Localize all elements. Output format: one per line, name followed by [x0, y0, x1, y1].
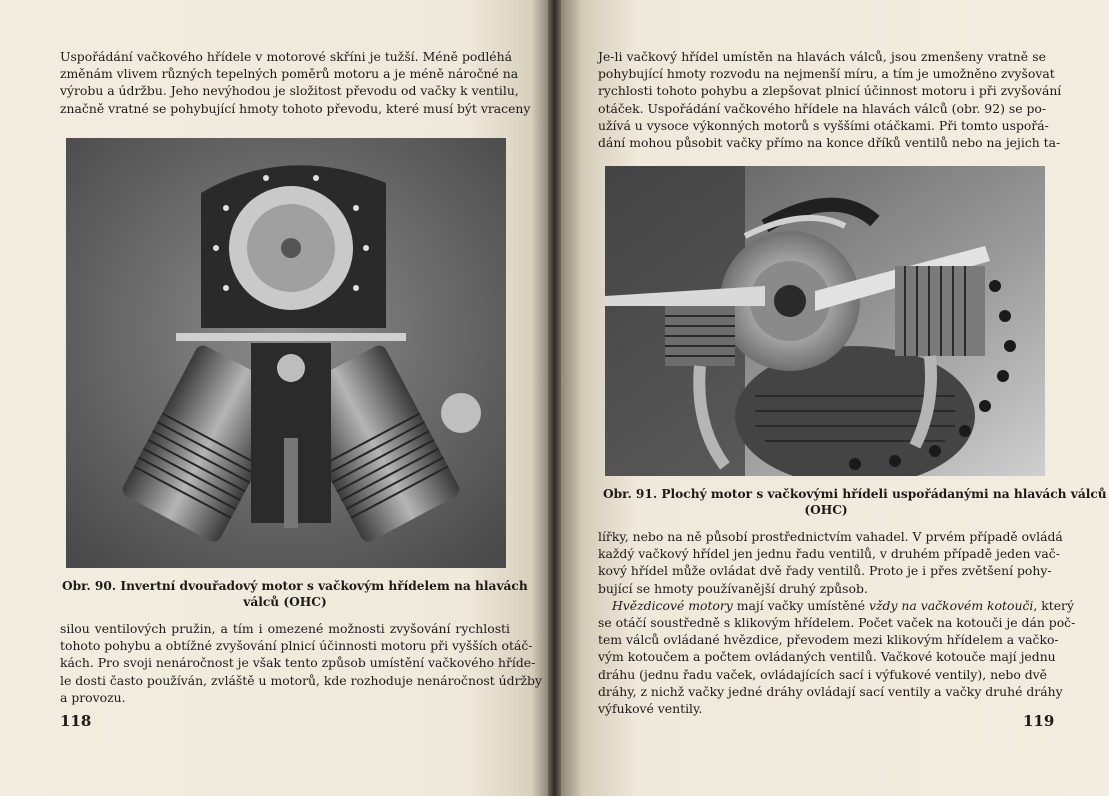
figure-caption-fig91: [603, 486, 1107, 518]
text-line: silou ventilových pružin, a tím i omezené možnosti zvyšování rychlosti: [60, 621, 510, 636]
caption-line: Obr. 90. Invertní dvouřadový motor s vačkovým hřídelem na hlavách: [62, 579, 528, 593]
text-line: Uspořádání vačkového hřídele v motorové skříni je tužší. Méně podléhá: [60, 49, 512, 64]
text-line: dráhy, z nichž vačky jedné dráhy ovládají sací ventily a vačky druhé dráhy: [598, 683, 1063, 699]
text-line: se otáčí soustředně s klikovým hřídelem. Počet vaček na kotouči je dán poč-: [598, 615, 1076, 631]
text-line: výfukové ventily.: [598, 701, 703, 717]
text-line: dání mohou působit vačky přímo na konce dříků ventilů nebo na jejich ta-: [598, 135, 1061, 151]
left-bottom-paragraph: [60, 620, 542, 706]
text-line: otáček. Uspořádání vačkového hřídele na hlavách válců (obr. 92) se po-: [598, 100, 1047, 116]
engine-photo-fig90: [66, 138, 506, 568]
text-line: kový hřídel může ovládat dvě řady ventilů. Proto je i přes zvětšení pohy-: [598, 563, 1052, 579]
text-line: lířky, nebo na ně působí prostřednictvím vahadel. V prvém případě ovládá: [598, 529, 1063, 544]
text-line: bující se hmoty používanější druhý způsob.: [598, 580, 868, 596]
text-line: každý vačkový hřídel jen jednu řadu ventilů, v druhém případě jeden vač-: [598, 546, 1060, 562]
left-top-paragraph: [60, 48, 531, 117]
text-line: Je-li vačkový hřídel umístěn na hlavách válců, jsou zmenšeny vratně se: [598, 49, 1046, 64]
page-number-left: 118: [60, 712, 92, 730]
text-line: užívá u vysoce výkonných motorů s vyššími otáčkami. Při tomto uspořá-: [598, 117, 1049, 133]
text-line: a provozu.: [60, 689, 126, 705]
italic-term: Hvězdicové motory: [612, 597, 733, 613]
text-line-radial-intro: [598, 597, 1074, 614]
text-line: rychlosti tohoto pohybu a zlepšovat plnicí účinnost motoru i při zvyšování: [598, 83, 1062, 99]
inverted-engine-illustration: [66, 138, 506, 568]
caption-line: Obr. 91. Plochý motor s vačkovými hřídeli uspořádanými na hlavách válců: [603, 487, 1107, 501]
text-fragment: , který: [1033, 597, 1074, 613]
right-page: [561, 0, 1109, 796]
text-line: dráhu (jednu řadu vaček, ovládajících sací i výfukové ventily), nebo dvě: [598, 666, 1048, 682]
right-top-paragraph: [598, 48, 1062, 151]
caption-line: (OHC): [804, 503, 848, 517]
text-line: výrobu a údržbu. Jeho nevýhodou je složitost převodu od vačky k ventilu,: [60, 83, 519, 99]
caption-line: válců (OHC): [243, 595, 327, 609]
text-fragment: mají vačky umístěné: [732, 597, 870, 613]
text-line: vým kotoučem a počtem ovládaných ventilů. Vačkové kotouče mají jednu: [598, 649, 1056, 665]
text-line: značně vratné se pohybující hmoty tohoto převodu, které musí být vraceny: [60, 100, 531, 116]
book-gutter: [548, 0, 561, 796]
text-line: le dosti často používán, zvláště u motorů, kde rozhoduje nenáročnost údržby: [60, 672, 542, 688]
flat-engine-illustration: [605, 166, 1045, 476]
right-middle-paragraph: [598, 528, 1076, 717]
italic-phrase: vždy na vačkovém kotouči: [869, 597, 1034, 613]
engine-photo-fig91: [605, 166, 1045, 476]
text-line: kách. Pro svoji nenáročnost je však tento způsob umístění vačkového hříde-: [60, 655, 536, 671]
text-line: tohoto pohybu a obtížné zvyšování plnicí účinnosti motoru při vyšších otáč-: [60, 638, 533, 654]
figure-caption-fig90: [62, 578, 528, 610]
text-line: změnám vlivem různých tepelných poměrů motoru a je méně náročné na: [60, 66, 519, 82]
text-line: tem válců ovládané hvězdice, převodem mezi klikovým hřídelem a vačko-: [598, 632, 1059, 648]
page-number-right: 119: [1023, 712, 1055, 730]
text-line: pohybující hmoty rozvodu na nejmenší míru, a tím je umožněno zvyšovat: [598, 66, 1055, 82]
left-page: [0, 0, 548, 796]
